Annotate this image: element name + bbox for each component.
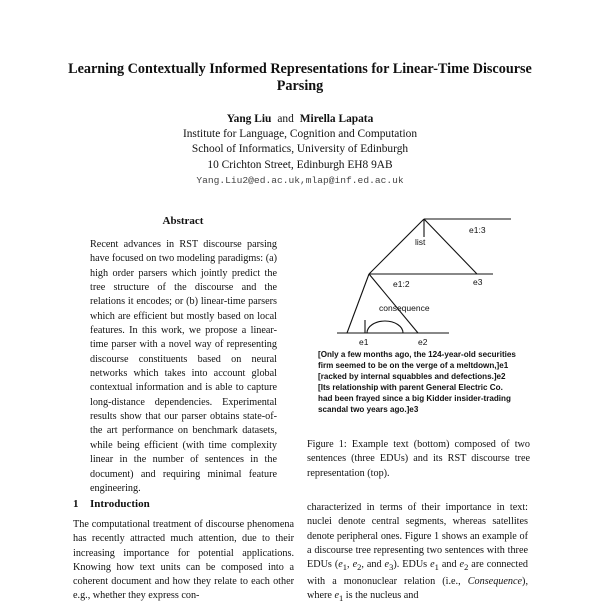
body-text: ), where	[307, 575, 528, 601]
symbol: e	[430, 559, 435, 571]
author-emails[interactable]: Yang.Liu2@ed.ac.uk,mlap@inf.ed.ac.uk	[196, 174, 404, 186]
relation-name: Consequence	[467, 575, 523, 587]
leaf-node-label: e2	[418, 337, 428, 347]
affiliation-address: 10 Crichton Street, Edinburgh EH8 9AB	[207, 158, 393, 171]
body-text: are connected with a mononuclear relation (i.e.,	[307, 559, 528, 587]
example-line: scandal two years ago.]e3	[318, 404, 419, 414]
section-title: Introduction	[90, 498, 150, 510]
body-text: ,	[347, 559, 353, 571]
section-heading	[73, 498, 150, 510]
affiliation-institute: Institute for Language, Cognition and Computation	[182, 128, 418, 141]
leaf-node-label: e3	[473, 277, 483, 287]
paper-title: Learning Contextually Informed Representations for Linear-Time Discourse Parsing	[68, 61, 532, 94]
author-conjunction: and	[277, 113, 294, 125]
symbol: e	[384, 559, 390, 571]
relation-arc	[367, 321, 403, 333]
body-text: ). EDUs	[393, 559, 431, 571]
author-name: Yang Liu	[226, 113, 272, 125]
example-line: firm seemed to be on the verge of a meltdown,]e1	[318, 360, 509, 370]
section-number: 1	[73, 498, 79, 510]
relation-label: list	[415, 237, 426, 247]
relation-label: consequence	[379, 303, 430, 313]
figure-example-text	[318, 350, 528, 415]
example-line: had been frayed since a big Kidder insider-trading	[318, 393, 511, 403]
example-line: [Its relationship with parent General Electric Co.	[318, 382, 503, 392]
subscript: 1	[342, 562, 348, 573]
subscript: 2	[357, 562, 362, 573]
author-block	[100, 112, 500, 188]
rst-tree-figure	[307, 215, 532, 353]
abstract-body: Recent advances in RST discourse parsing have focused on two modeling paradigms: (a) high order parsers which jointly predict the tree structure of the discourse and the relations it encodes; or (b) linear-time parsers which are efficient but mostly based on local features. In this work, we propose a linear-time parser with a novel way of representing discourse constituents based on neural networks which takes into account global contextual information and is able to capture long-distance dependencies. Experimental results show that our parser obtains state-of-the art performance on benchmark datasets, while being efficient (with time complexity linear in the number of sentences in the document) and requiring minimal feature engineering.	[90, 239, 277, 494]
subscript: 1	[338, 592, 344, 603]
subscript: 2	[464, 562, 469, 573]
example-line: [racked by internal squabbles and defections.]e2	[318, 371, 506, 381]
example-line: [Only a few months ago, the 124-year-old securities	[318, 350, 516, 359]
subscript: 3	[389, 562, 394, 573]
tree-edge	[347, 274, 369, 333]
subscript: 1	[434, 562, 439, 573]
body-text: characterized in terms of their importance in text: nuclei denote central segments, whereas satellites denote peripheral ones. Figure 1 shows an example of a discourse tree representing two sentences with three EDUs (	[307, 502, 528, 571]
figure-caption: Figure 1: Example text (bottom) composed of two sentences (three EDUs) and its RST discourse tree representation (top).	[307, 439, 530, 479]
introduction-body: The computational treatment of discourse phenomena has recently attracted much attention, due to their increasing importance for potential applications. Knowing how text units can be composed into a coherent document and how they relate to each other e.g., whether they express con-	[73, 519, 294, 602]
author-names	[100, 112, 500, 127]
root-node-label: e1:3	[469, 225, 486, 235]
abstract-heading: Abstract	[162, 215, 204, 227]
symbol: e	[459, 559, 465, 571]
symbol: e	[338, 559, 343, 571]
symbol: e	[334, 589, 339, 601]
leaf-node-label: e1	[359, 337, 369, 347]
right-column-body	[307, 501, 528, 605]
author-name: Mirella Lapata	[299, 113, 374, 125]
internal-node-label: e1:2	[393, 279, 410, 289]
body-text: is the nucleus and	[343, 589, 419, 601]
body-text: , and	[361, 559, 385, 571]
body-text: and	[438, 559, 460, 571]
symbol: e	[352, 559, 358, 571]
affiliation-school: School of Informatics, University of Edinburgh	[191, 143, 409, 156]
